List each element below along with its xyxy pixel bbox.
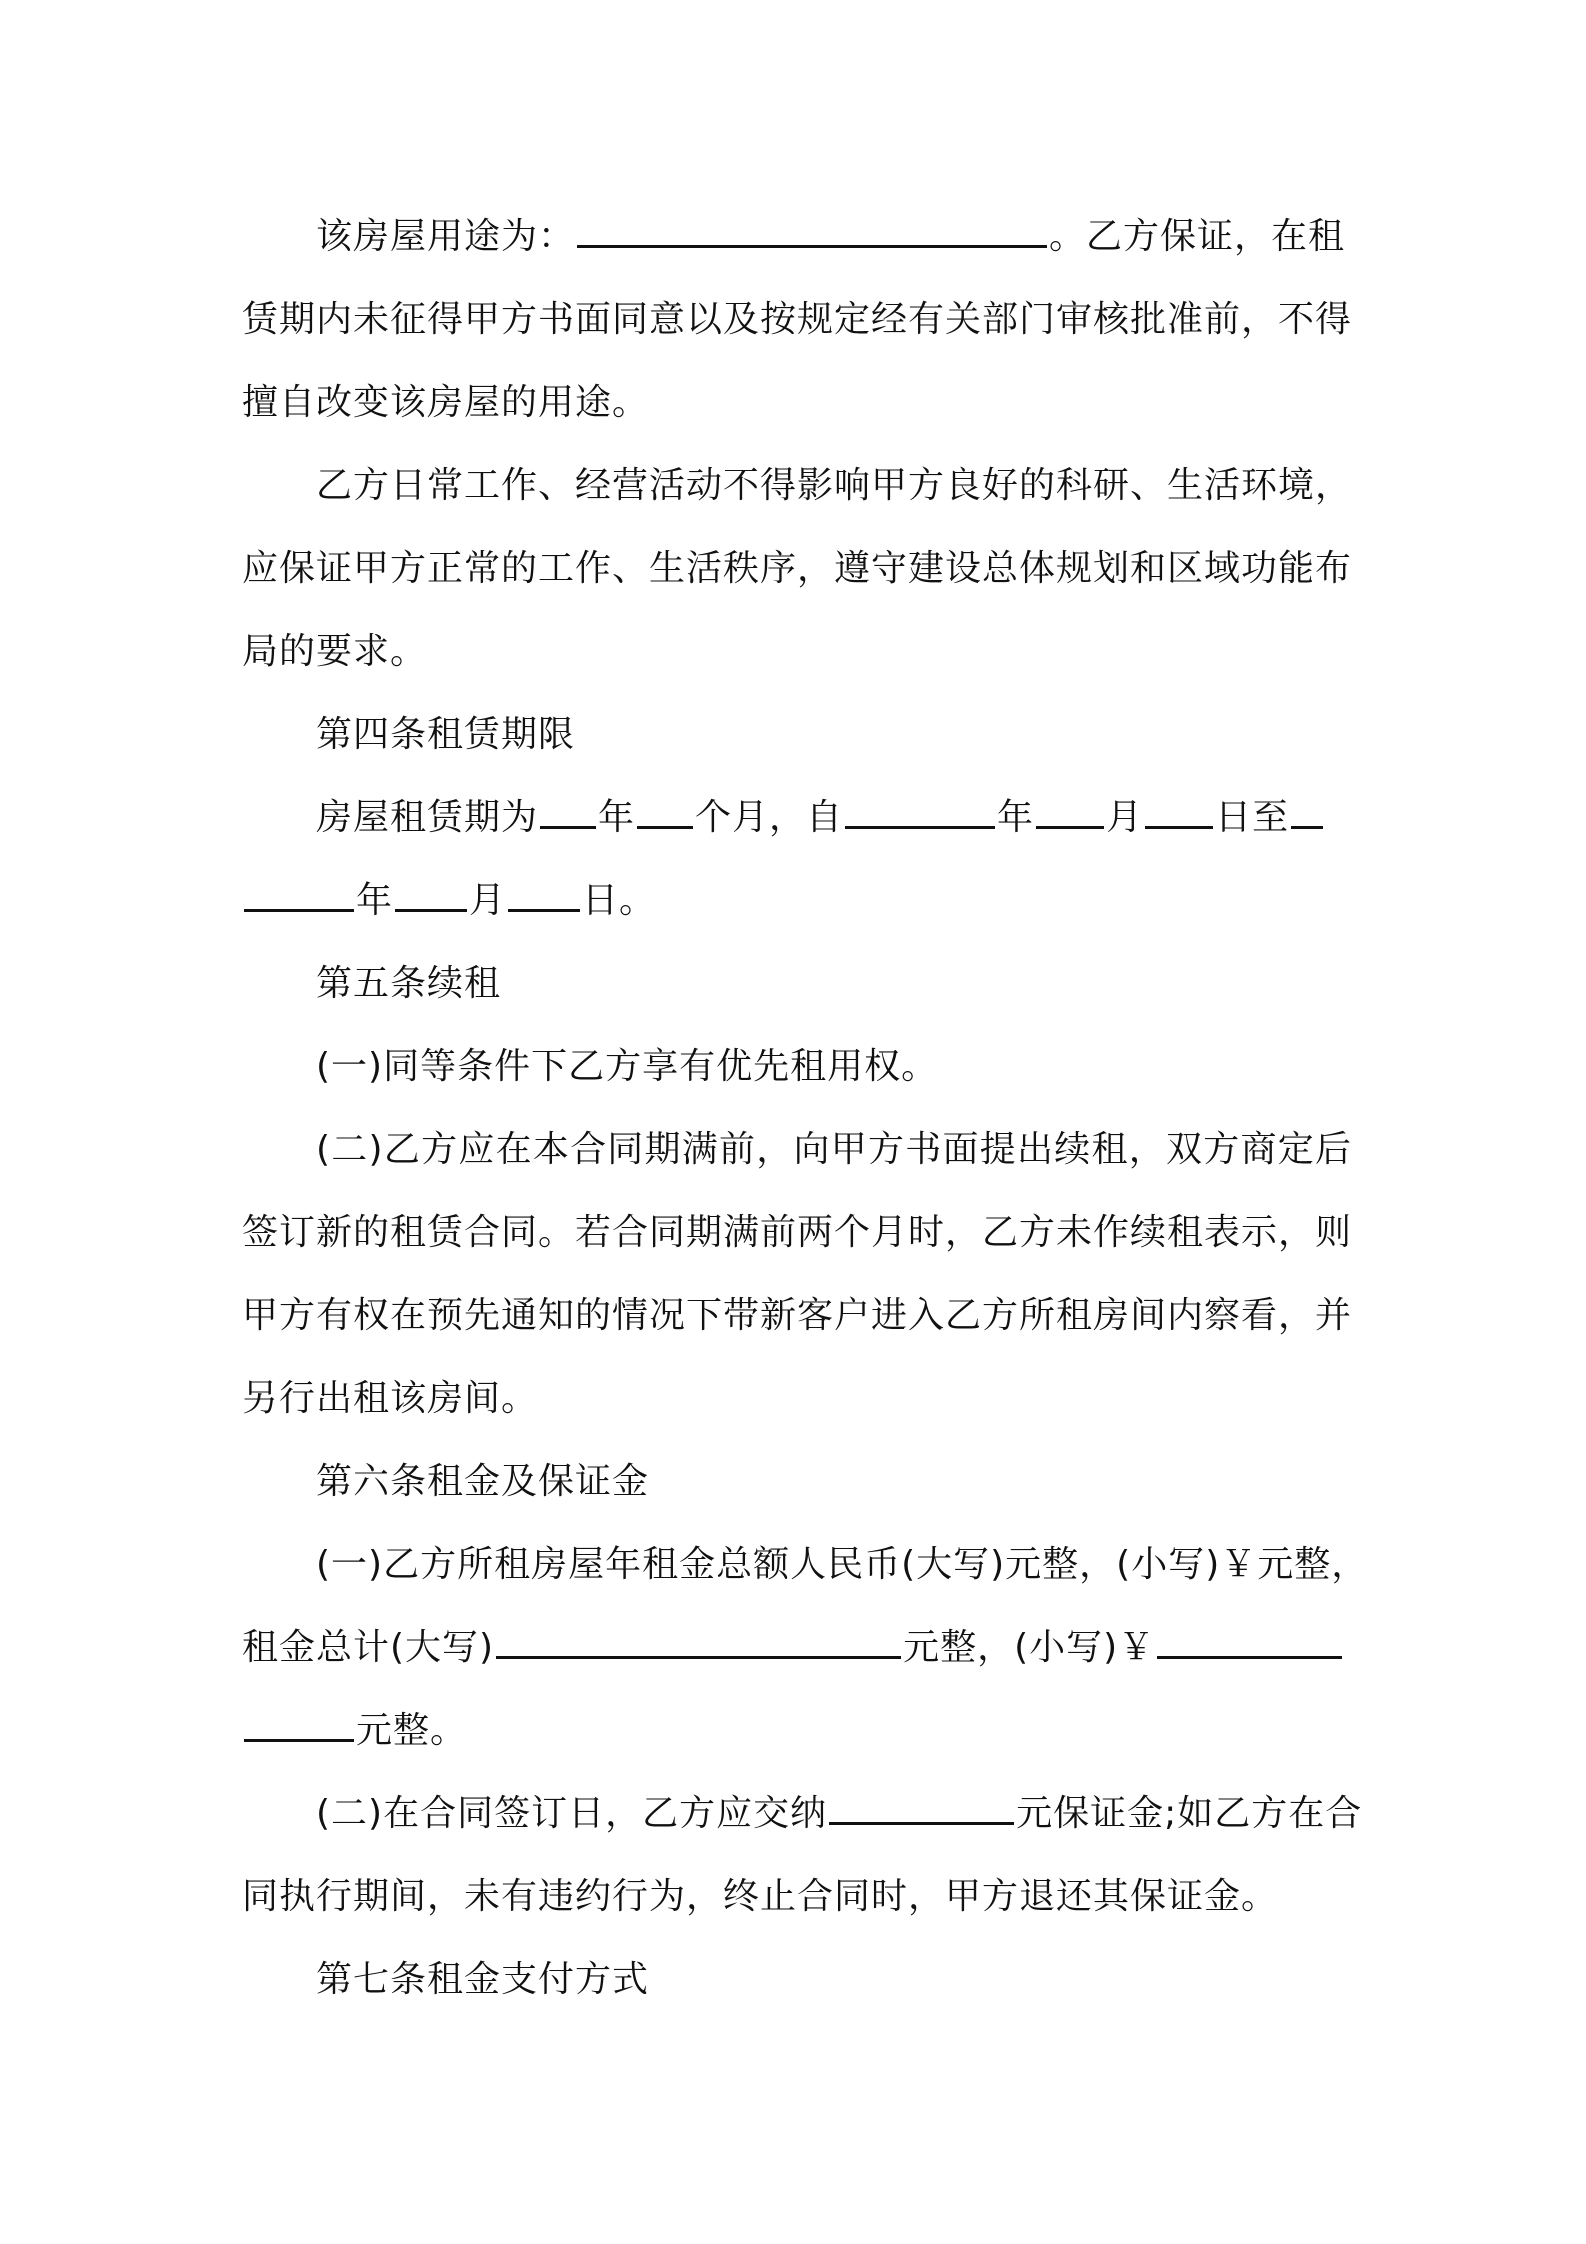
end-year-blank-a	[1291, 796, 1323, 829]
rent-total-label: 租金总计(大写)	[242, 1627, 495, 1668]
lease-term-line-1	[242, 776, 1352, 859]
lease-term-line-2	[242, 859, 1352, 942]
lease-term-label: 房屋租赁期为	[316, 797, 539, 838]
deposit-text: 元保证金;如乙方在合	[1016, 1793, 1363, 1834]
start-day-blank	[1145, 796, 1213, 829]
deposit-line-2: 同执行期间，未有违约行为，终止合同时，甲方退还其保证金。	[242, 1876, 1279, 1917]
start-year-blank	[845, 796, 995, 829]
document-page	[242, 195, 1369, 2021]
months-unit: 个月，自	[695, 797, 844, 838]
end-year-blank-b	[244, 879, 354, 912]
start-year-unit: 年	[997, 797, 1035, 838]
year-unit: 年	[598, 797, 636, 838]
start-day-unit: 日至	[1215, 797, 1290, 838]
rent-clause-line-2	[242, 1606, 1352, 1689]
deposit-blank	[829, 1792, 1014, 1825]
end-day-blank	[508, 879, 580, 912]
rent-clause-line-3	[242, 1689, 1352, 1772]
renewal-clause-1: (一)同等条件下乙方享有优先租用权。	[316, 1046, 939, 1087]
rent-total-end: 元整。	[356, 1710, 468, 1751]
rent-clause-line-1: (一)乙方所租房屋年租金总额人民币(大写)元整，(小写)￥元整，	[316, 1544, 1369, 1585]
article-4-heading: 第四条租赁期限	[316, 714, 576, 755]
rent-total-number-blank-a	[1157, 1626, 1342, 1659]
conduct-paragraph: 乙方日常工作、经营活动不得影响甲方良好的科研、生活环境，应保证甲方正常的工作、生活秩序，遵守建设总体规划和区域功能布局的要求。	[242, 465, 1353, 672]
months-blank	[637, 796, 693, 829]
usage-line-1	[242, 195, 1352, 278]
article-5-heading: 第五条续租	[316, 963, 502, 1004]
article-7-heading: 第七条租金支付方式	[316, 1959, 650, 2000]
usage-blank	[577, 215, 1047, 248]
deposit-label: (二)在合同签订日，乙方应交纳	[316, 1793, 828, 1834]
rent-total-words-blank	[496, 1626, 901, 1659]
rent-total-mid: 元整，(小写)￥	[903, 1627, 1156, 1668]
deposit-line-1	[242, 1772, 1363, 1855]
end-month-unit: 月	[469, 880, 507, 921]
end-year-unit: 年	[356, 880, 394, 921]
usage-line-2: 赁期内未征得甲方书面同意以及按规定经有关部门审核批准前，不得	[242, 299, 1353, 340]
years-blank	[540, 796, 596, 829]
end-day-unit: 日。	[582, 880, 657, 921]
usage-line-3: 擅自改变该房屋的用途。	[242, 382, 650, 423]
usage-label: 该房屋用途为：	[316, 216, 576, 257]
start-month-blank	[1036, 796, 1104, 829]
rent-total-number-blank-b	[244, 1709, 354, 1742]
end-month-blank	[395, 879, 467, 912]
article-6-heading: 第六条租金及保证金	[316, 1461, 650, 1502]
start-month-unit: 月	[1106, 797, 1144, 838]
renewal-clause-2: (二)乙方应在本合同期满前，向甲方书面提出续租，双方商定后签订新的租赁合同。若合同期满前两个月时，乙方未作续租表示，则甲方有权在预先通知的情况下带新客户进入乙方所租房间内察看，并另行出租该房间。	[242, 1129, 1353, 1419]
usage-text: 。乙方保证，在租	[1049, 216, 1346, 257]
